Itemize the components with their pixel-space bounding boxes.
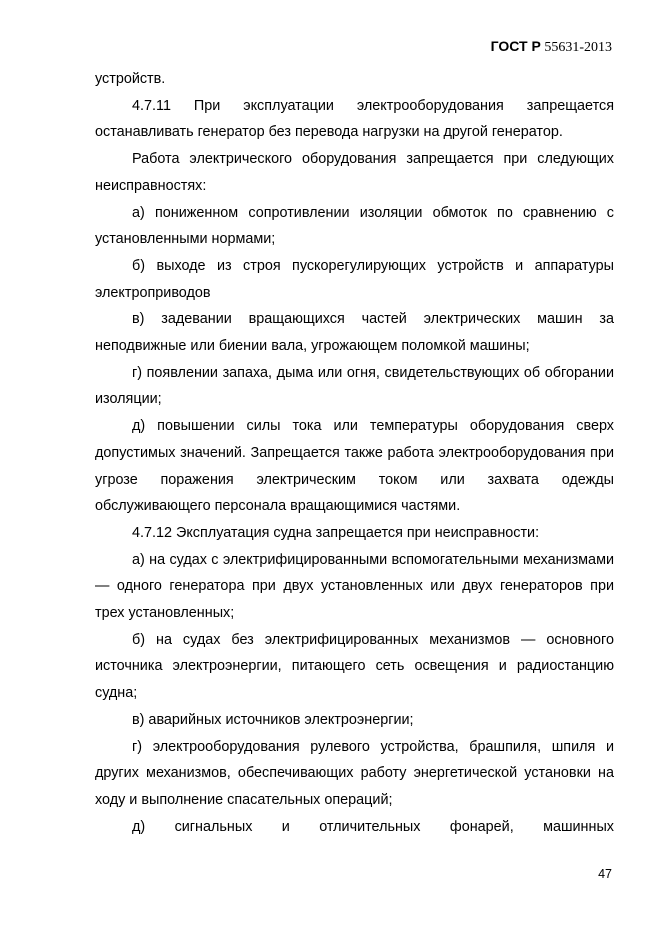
list-item: в) задевании вращающихся частей электрических машин за неподвижные или биении вала, угрожающем поломкой машины;: [95, 311, 614, 355]
list-item: а) на судах с электрифицированными вспомогательными механизмами — одного генератора при двух установленных или двух генераторов при трех установленных;: [95, 551, 614, 622]
list-item: а) пониженном сопротивлении изоляции обмоток по сравнению с установленными нормами;: [95, 204, 614, 248]
paragraph: 4.7.11 При эксплуатации электрооборудования запрещается останавливать генератор без перевода нагрузки на другой генератор.: [95, 97, 614, 141]
page-number: 47: [598, 867, 612, 881]
document-body: [95, 66, 614, 840]
list-item: д) сигнальных и отличительных фонарей, машинных: [132, 818, 614, 835]
paragraph: 4.7.12 Эксплуатация судна запрещается при неисправности:: [132, 524, 540, 541]
list-item: г) электрооборудования рулевого устройства, брашпиля, шпиля и других механизмов, обеспечивающих работу энергетической установки на ходу и выполнение спасательных операций;: [95, 738, 614, 808]
standard-prefix: ГОСТ Р: [490, 38, 541, 54]
page-header: [491, 38, 612, 56]
list-item: б) выходе из строя пускорегулирующих устройств и аппаратуры электроприводов: [95, 257, 614, 301]
list-item: д) повышении силы тока или температуры оборудования сверх допустимых значений. Запрещается также работа электрооборудования при угрозе поражения электрическим током или захвата одежды обслуживающего персонала вращающимися частями.: [95, 418, 614, 515]
paragraph: Работа электрического оборудования запрещается при следующих неисправностях:: [95, 151, 614, 194]
paragraph: устройств.: [95, 71, 166, 87]
list-item: в) аварийных источников электроэнергии;: [132, 711, 414, 728]
list-item: г) появлении запаха, дыма или огня, свидетельствующих об обгорании изоляции;: [95, 364, 614, 408]
list-item: б) на судах без электрифицированных механизмов — основного источника электроэнергии, питающего сеть освещения и радиостанцию судна;: [95, 631, 614, 702]
standard-number: 55631-2013: [544, 40, 612, 55]
